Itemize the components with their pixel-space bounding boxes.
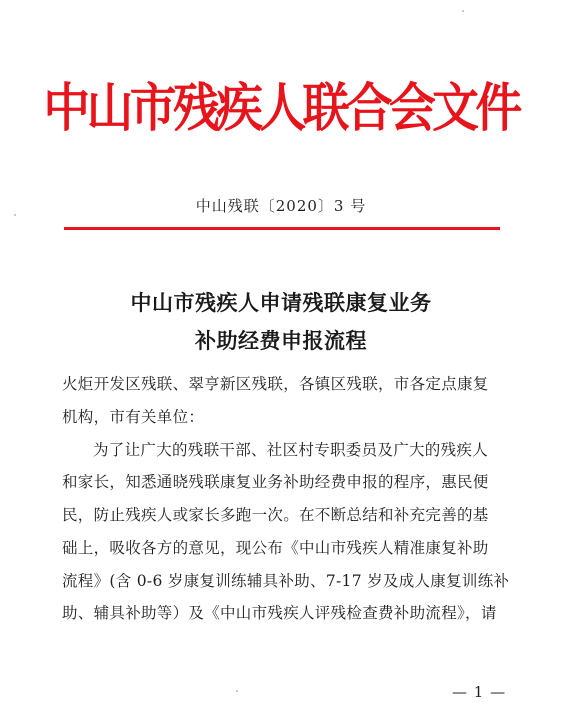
scan-speck [236,690,238,692]
page-number: — 1 — [452,683,507,701]
document-number: 中山残联〔2020〕3 号 [195,197,367,215]
body-text-line: 民，防止残疾人或家长多跑一次。在不断总结和补充完善的基 [62,506,489,524]
body-text-line: 流程》(含 0-6 岁康复训练辅具补助、7-17 岁及成人康复训练补 [62,572,510,590]
scan-speck [462,10,464,12]
body-text-line: 为了让广大的残联干部、社区村专职委员及广大的残疾人 [93,441,489,459]
scan-speck [14,214,16,216]
document-title-line-1: 中山市残疾人申请残联康复业务 [130,290,432,315]
red-divider-line [64,227,500,230]
masthead-title: 中山市残疾人联合会文件 [43,78,519,139]
document-title-line-2: 补助经费申报流程 [195,328,367,353]
body-text-line: 础上，吸收各方的意见，现公布《中山市残疾人精准康复补助 [62,539,489,557]
body-text-line: 和家长，知悉通晓残联康复业务补助经费申报的程序，惠民便 [62,473,489,491]
body-text-line: 机构，市有关单位： [62,408,205,426]
body-text-line: 助、辅具补助等）及《中山市残疾人评残检查费补助流程》，请 [62,604,497,622]
body-text-line: 火炬开发区残联、翠亨新区残联，各镇区残联，市各定点康复 [62,375,489,393]
